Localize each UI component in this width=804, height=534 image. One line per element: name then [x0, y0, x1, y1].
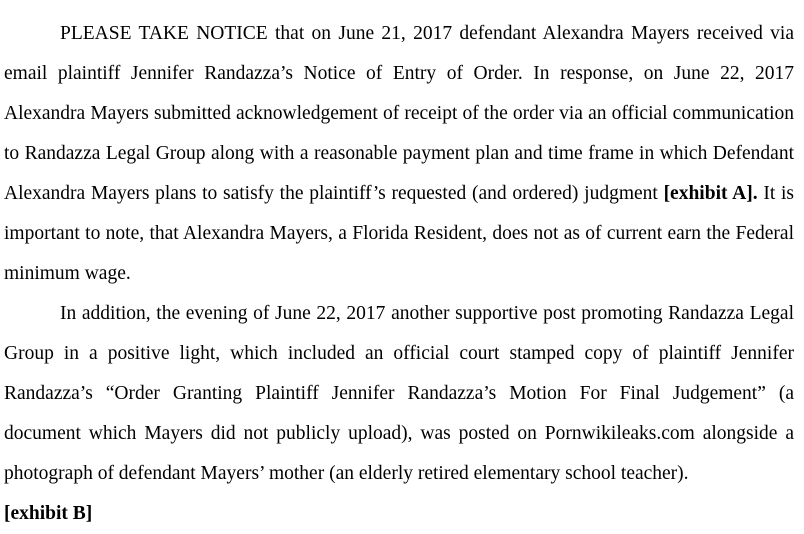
- para-exhibit-b-run-0: [exhibit B]: [4, 503, 93, 524]
- para-addition: [4, 294, 794, 494]
- para-notice-run-0: PLEASE TAKE NOTICE: [60, 23, 268, 44]
- para-notice-run-1: that on June 21, 2017 defendant Alexandra Mayers received via email plaintiff Jennifer Randazza’s Notice of Entry of Order. In response, on June 22, 2017 Alexandra Mayers submitted acknowledgement of receipt of the order via an official communication to Randazza Legal Group along with a reasonable payment plan and time frame in which Defendant Alexandra Mayers plans to satisfy the plaintiff’s requested (and ordered) judgment: [4, 23, 794, 204]
- para-notice: [4, 14, 794, 294]
- para-exhibit-b: [4, 494, 794, 534]
- para-notice-run-3: It is important to note, that Alexandra Mayers, a Florida Resident, does not as of current earn the Federal minimum wage.: [4, 183, 795, 284]
- document-body: [4, 14, 794, 534]
- para-addition-run-0: In addition, the evening of June 22, 2017 another supportive post promoting Randazza Legal Group in a positive light, which included an official court stamped copy of plaintiff Jennifer Randazza’s “Order Granting Plaintiff Jennifer Randazza’s Motion For Final Judgement” (a document which Mayers did not publicly upload), was posted on Pornwikileaks.com alongside a photograph of defendant Mayers’ mother (an elderly retired elementary school teacher).: [4, 303, 794, 484]
- para-notice-run-2: [exhibit A].: [663, 183, 758, 204]
